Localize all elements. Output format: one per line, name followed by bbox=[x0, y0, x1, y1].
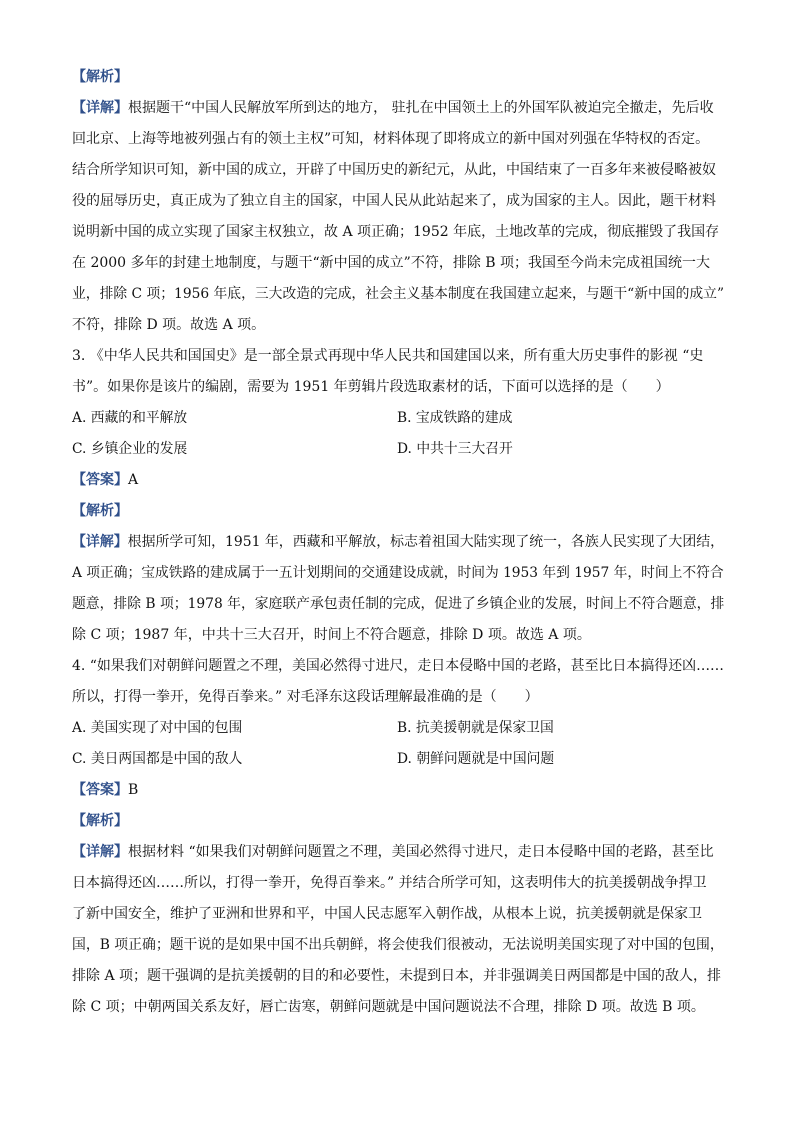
answer-value: B bbox=[128, 782, 139, 798]
detail-paragraph-line: 不符，排除 D 项。故选 A 项。 bbox=[72, 317, 266, 333]
detail-paragraph-line: 除 C 项；1987 年，中共十三大召开，时间上不符合题意，排除 D 项。故选 A 项。 bbox=[72, 627, 591, 643]
detail-paragraph-line: 回北京、上海等地被列强占有的领土主权”可知，材料体现了即将成立的新中国对列强在华特权的否定。 bbox=[72, 131, 710, 147]
option-c: C. 美日两国都是中国的敌人 bbox=[72, 751, 243, 767]
question-stem-line: 书”。如果你是该片的编剧，需要为 1951 年剪辑片段选取素材的话，下面可以选择的是（ ） bbox=[72, 379, 670, 395]
answer-line bbox=[72, 465, 724, 496]
option-c: C. 乡镇企业的发展 bbox=[72, 441, 188, 457]
detail-paragraph-line: A 项正确；宝成铁路的建成属于一五计划期间的交通建设成就，时间为 1953 年到 1957 年，时间上不符合 bbox=[72, 565, 724, 581]
detail-paragraph-line: 题意，排除 B 项；1978 年，家庭联产承包责任制的完成，促进了乡镇企业的发展，时间上不符合题意，排 bbox=[72, 596, 725, 612]
detail-paragraph-line: 除 C 项；中朝两国关系友好，唇亡齿寒，朝鲜问题就是中国问题说法不合理，排除 D 项。故选 B 项。 bbox=[72, 999, 705, 1015]
detail-paragraph-line: 在 2000 多年的封建土地制度，与题干“新中国的成立”不符，排除 B 项；我国至今尚未完成祖国统一大 bbox=[72, 255, 711, 271]
options-row bbox=[72, 713, 724, 744]
option-d: D. 中共十三大召开 bbox=[397, 441, 513, 457]
options-row bbox=[72, 403, 724, 434]
document-page bbox=[72, 62, 724, 1023]
detail-tag: 【详解】 bbox=[72, 844, 128, 860]
analysis-heading: 【解析】 bbox=[72, 69, 128, 85]
question-stem-line: 4. “如果我们对朝鲜问题置之不理，美国必然得寸进尺，走日本侵略中国的老路，甚至比日本搞得还凶…… bbox=[72, 658, 724, 674]
analysis-heading: 【解析】 bbox=[72, 813, 128, 829]
question-stem-line: 3. 《中华人民共和国国史》是一部全景式再现中华人民共和国建国以来，所有重大历史事件的影视 “史 bbox=[72, 348, 704, 364]
detail-paragraph-line: 排除 A 项；题干强调的是抗美援朝的目的和必要性，未提到日本，并非强调美日两国都是中国的敌人，排 bbox=[72, 968, 722, 984]
answer-value: A bbox=[128, 472, 139, 488]
detail-paragraph-line: 了新中国安全，维护了亚洲和世界和平，中国人民志愿军入朝作战，从根本上说，抗美援朝就是保家卫 bbox=[72, 906, 702, 922]
answer-line bbox=[72, 775, 724, 806]
detail-tag: 【详解】 bbox=[72, 534, 128, 550]
options-row bbox=[72, 744, 724, 775]
option-b: B. 宝成铁路的建成 bbox=[397, 410, 513, 426]
detail-paragraph-line: 日本搞得还凶……所以，打得一拳开，免得百拳来。” 并结合所学可知，这表明伟大的抗美援朝战争捍卫 bbox=[72, 875, 707, 891]
option-a: A. 美国实现了对中国的包围 bbox=[72, 720, 243, 736]
detail-tag: 【详解】 bbox=[72, 100, 128, 116]
options-row bbox=[72, 434, 724, 465]
detail-paragraph-line: 役的屈辱历史，真正成为了独立自主的国家，中国人民从此站起来了，成为国家的主人。因此，题干材料 bbox=[72, 193, 716, 209]
detail-paragraph-line: 【详解】根据所学可知，1951 年，西藏和平解放，标志着祖国大陆实现了统一，各族人民实现了大团结， bbox=[72, 534, 725, 550]
question-stem-line: 所以，打得一拳开，免得百拳来。” 对毛泽东这段话理解最准确的是（ ） bbox=[72, 689, 539, 705]
option-a: A. 西藏的和平解放 bbox=[72, 410, 188, 426]
option-d: D. 朝鲜问题就是中国问题 bbox=[397, 751, 555, 767]
detail-paragraph-line: 业，排除 C 项；1956 年底，三大改造的完成，社会主义基本制度在我国建立起来，与题干“新中国的成立” bbox=[72, 286, 725, 302]
detail-paragraph-line: 说明新中国的成立实现了国家主权独立，故 A 项正确；1952 年底，土地改革的完成，彻底摧毁了我国存 bbox=[72, 224, 720, 240]
answer-tag: 【答案】 bbox=[72, 782, 128, 798]
detail-paragraph-line: 【详解】根据题干“中国人民解放军所到达的地方， 驻扎在中国领土上的外国军队被迫完全撤走，先后收 bbox=[72, 100, 714, 116]
option-b: B. 抗美援朝就是保家卫国 bbox=[397, 720, 554, 736]
answer-tag: 【答案】 bbox=[72, 472, 128, 488]
detail-paragraph-line: 结合所学知识可知，新中国的成立，开辟了中国历史的新纪元，从此，中国结束了一百多年来被侵略被奴 bbox=[72, 162, 716, 178]
detail-paragraph-line: 【详解】根据材料 “如果我们对朝鲜问题置之不理，美国必然得寸进尺，走日本侵略中国的老路，甚至比 bbox=[72, 844, 714, 860]
analysis-heading: 【解析】 bbox=[72, 503, 128, 519]
detail-paragraph-line: 国，B 项正确；题干说的是如果中国不出兵朝鲜，将会使我们很被动，无法说明美国实现了对中国的包围， bbox=[72, 937, 724, 953]
